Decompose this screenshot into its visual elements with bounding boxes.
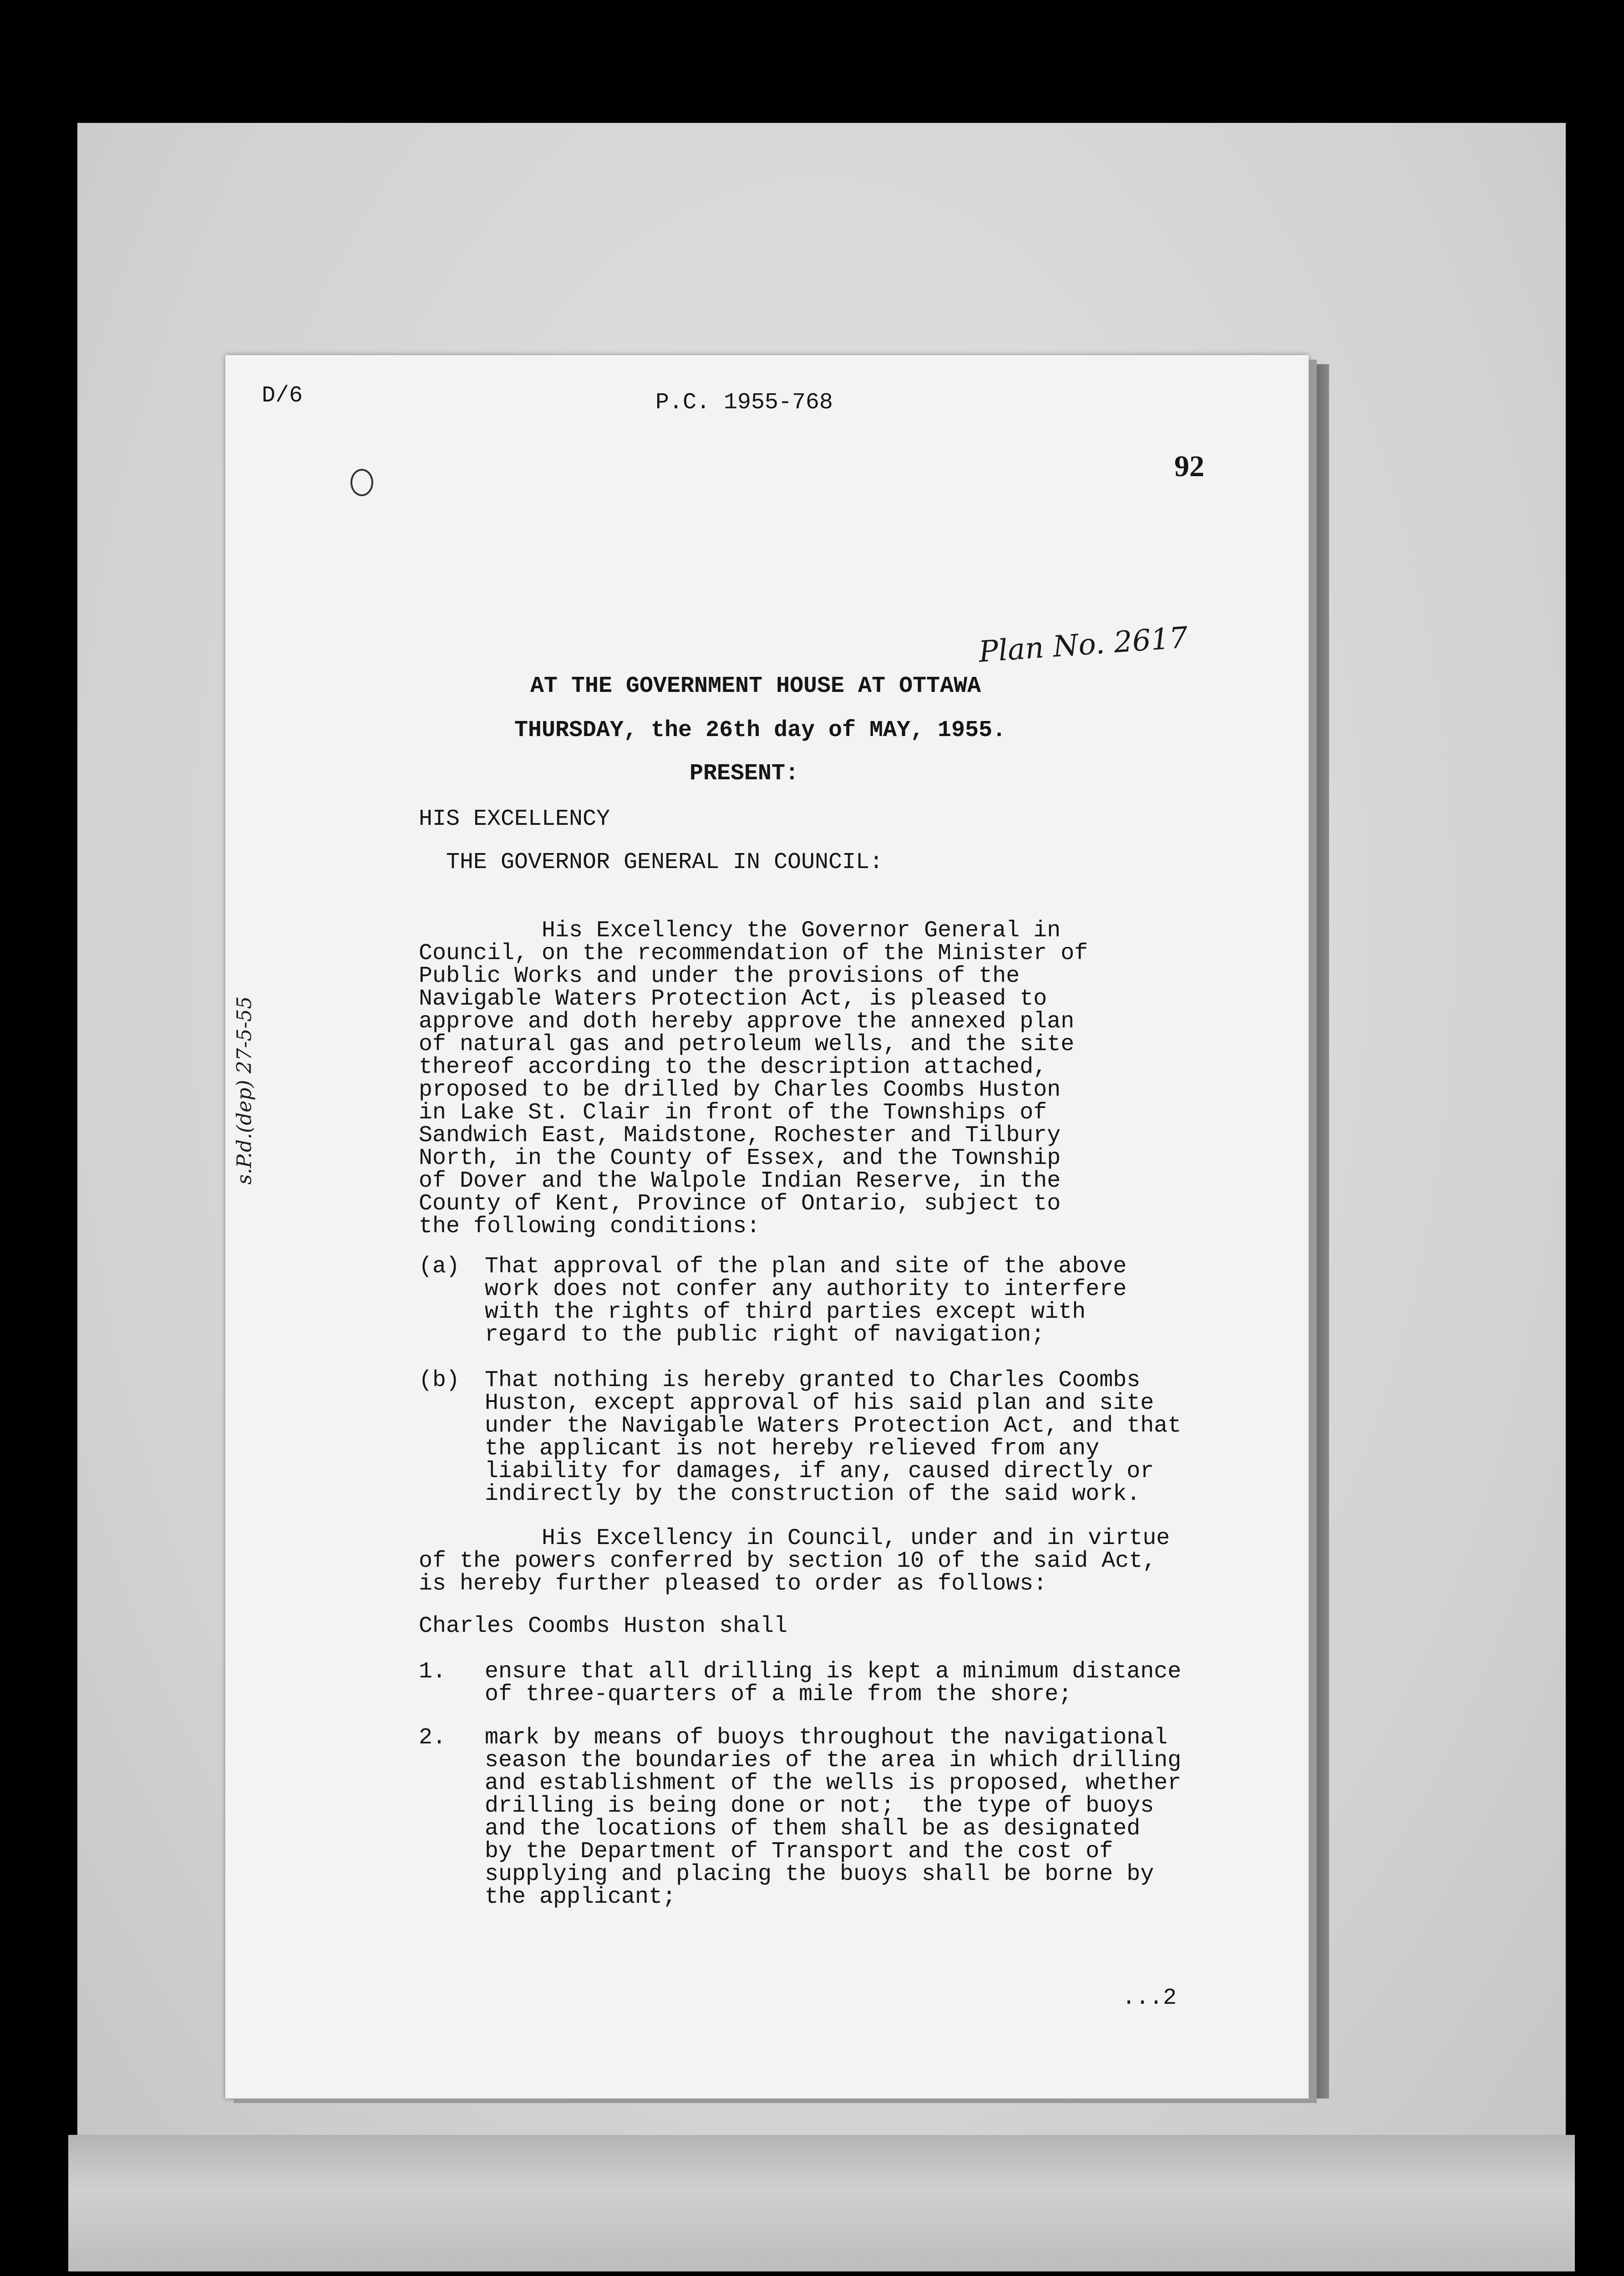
text-line: in Lake St. Clair in front of the Townships of — [419, 1100, 1047, 1126]
heading-excellency: HIS EXCELLENCY — [419, 806, 610, 832]
text-line: under the Navigable Waters Protection Act, and that — [485, 1413, 1182, 1439]
list-marker: (a) — [419, 1254, 460, 1280]
page-number: 92 — [1174, 450, 1204, 483]
text-line: proposed to be drilled by Charles Coombs Huston — [419, 1077, 1061, 1103]
text-line: of three-quarters of a mile from the shore; — [485, 1682, 1072, 1707]
sheet-shadow — [1309, 364, 1329, 2098]
heading-governor: THE GOVERNOR GENERAL IN COUNCIL: — [446, 849, 883, 875]
text-line: Sandwich East, Maidstone, Rochester and Tilbury — [419, 1123, 1061, 1148]
heading-present: PRESENT: — [690, 761, 799, 787]
text-line: That approval of the plan and site of the above — [485, 1254, 1127, 1280]
text-line: season the boundaries of the area in which drilling — [485, 1748, 1182, 1773]
handwritten-plan-note: Plan No. 2617 — [977, 621, 1189, 669]
text-line: County of Kent, Province of Ontario, subject to — [419, 1191, 1061, 1217]
order-number: P.C. 1955-768 — [655, 390, 833, 416]
text-line: the following conditions: — [419, 1214, 761, 1240]
text-line: approve and doth hereby approve the annexed plan — [419, 1009, 1075, 1035]
text-line: ensure that all drilling is kept a minimum distance — [485, 1659, 1182, 1685]
text-line: That nothing is hereby granted to Charles Coombs — [485, 1367, 1141, 1393]
punch-hole-mark — [350, 469, 373, 496]
text-line: Huston, except approval of his said plan and site — [485, 1390, 1154, 1416]
text-line: drilling is being done or not; the type of buoys — [485, 1793, 1154, 1819]
text-line: thereof according to the description attached, — [419, 1054, 1047, 1080]
text-line: Council, on the recommendation of the Minister of — [419, 940, 1088, 966]
list-marker: 1. — [419, 1659, 447, 1685]
text-line: mark by means of buoys throughout the navigational — [485, 1725, 1168, 1751]
text-line: by the Department of Transport and the cost of — [485, 1839, 1113, 1864]
heading-date: THURSDAY, the 26th day of MAY, 1955. — [514, 717, 1006, 743]
text-line: with the rights of third parties except with — [485, 1299, 1086, 1325]
text-line: is hereby further pleased to order as follows: — [419, 1571, 1047, 1597]
text-line: regard to the public right of navigation; — [485, 1322, 1045, 1348]
file-code: D/6 — [262, 383, 303, 409]
heading-location: AT THE GOVERNMENT HOUSE AT OTTAWA — [530, 673, 981, 699]
text-line: of Dover and the Walpole Indian Reserve, in the — [419, 1168, 1061, 1194]
text-line: indirectly by the construction of the said work. — [485, 1481, 1141, 1507]
shall-line: Charles Coombs Huston shall — [419, 1613, 788, 1639]
list-marker: (b) — [419, 1367, 460, 1393]
handwritten-margin-note: s.P.d.(dep) 27-5-55 — [233, 996, 256, 1185]
text-line: Navigable Waters Protection Act, is pleased to — [419, 986, 1047, 1012]
text-line: the applicant is not hereby relieved from any — [485, 1436, 1100, 1462]
text-line: of natural gas and petroleum wells, and the site — [419, 1031, 1075, 1057]
text-line: North, in the County of Essex, and the Township — [419, 1145, 1061, 1171]
text-line: work does not confer any authority to interfere — [485, 1276, 1127, 1302]
text-line: and establishment of the wells is proposed, whether — [485, 1770, 1182, 1796]
text-line: His Excellency the Governor General in — [419, 918, 1061, 944]
text-line: His Excellency in Council, under and in virtue — [419, 1525, 1170, 1551]
text-line: the applicant; — [485, 1884, 676, 1910]
continuation-marker: ...2 — [1122, 1985, 1177, 2011]
text-line: liability for damages, if any, caused directly or — [485, 1458, 1154, 1484]
text-line: supplying and placing the buoys shall be borne by — [485, 1861, 1154, 1887]
list-marker: 2. — [419, 1725, 447, 1751]
mount-bottom-edge — [68, 2135, 1575, 2271]
text-line: of the powers conferred by section 10 of the said Act, — [419, 1548, 1157, 1574]
text-line: Public Works and under the provisions of the — [419, 963, 1020, 989]
text-line: and the locations of them shall be as designated — [485, 1816, 1141, 1842]
